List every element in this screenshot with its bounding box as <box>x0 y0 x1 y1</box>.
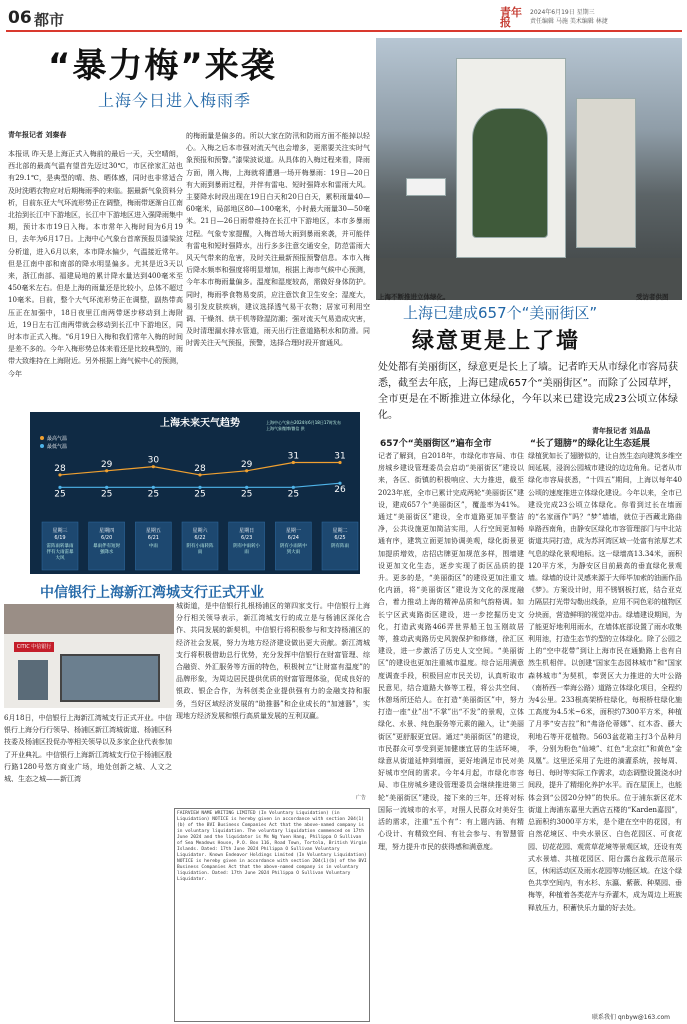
tick-label: 6/24 <box>287 535 299 541</box>
issue-meta <box>530 8 608 26</box>
story1-subhead: 上海今日进入梅雨季 <box>98 91 252 110</box>
story1-byline: 青年报记者 刘秦春 <box>8 131 67 139</box>
data-label: 28 <box>54 463 66 474</box>
photo-caption: 上海不断推进立体绿化。 <box>378 293 450 301</box>
day-weather: 中雨 <box>148 544 158 549</box>
story2-lede: 处处都有美丽街区，绿意更是长上了墙。记者昨天从市绿化市容局获悉，截至去年底，上海已建成657个“美丽街区”。而除了公园草坪，全市更是在不断推进立体绿化，今年以来已建设完成23公顷立体绿化。 <box>378 362 678 421</box>
day-weather: 暴雨伴有短时 <box>93 544 121 549</box>
legend-high: 最高气温 <box>47 436 68 442</box>
data-label: 25 <box>240 489 253 500</box>
tick-label: 6/25 <box>334 535 346 541</box>
footer-contact: 联系我们 qnbyw@163.com <box>592 1014 670 1021</box>
green-wall-mural <box>472 108 548 238</box>
day-name: 星期二 <box>332 528 348 534</box>
day-weather: 阴有小雨转阵 <box>186 544 214 549</box>
chart-source: 上海中心气象台2024年6月18日17时发布 <box>266 420 341 425</box>
day-name: 星期三 <box>52 528 68 534</box>
data-label: 25 <box>100 489 113 500</box>
day-weather: 阴有阵雨 <box>331 544 349 549</box>
day-weather: 雷阵雨转暴雨 <box>46 544 74 549</box>
bank-column-left: 6月18日，中信银行上海新江湾城支行正式开业。中信银行上海分行行领导、杨浦区新江湾城街道、杨浦区科技委及杨浦区投促办等相关领导以及多家企业代表参加了开业典礼。中信银行上海新江湾城支行位于杨浦区殷行路1280号悠方商业广场，地处创新之城、人文之城、生态之城——新江湾 <box>4 714 172 784</box>
story1-column-2: 的梅雨量是偏多的。所以大家在防汛和防雨方面不能掉以轻心。入梅之后本市强对流天气也会增多，更需要关注实时气象预报和预警。”漆梁波说道。从具体的入梅过程来看，降雨方面，刚入梅，上海就将遭遇一场开梅暴雨：19日—20日有大雨到暴雨过程，并伴有雷电、短时强降水和雷雨大风。主要降水时段出现在19日白天和20日白天，累积雨量40—60毫米，局部地区80—100毫米，小时最大雨量30—50毫米。21日—26日雨带维持在长江中下游地区，本市多暴雨过程。气象专家提醒，入梅首场大雨到暴雨来袭，并可能伴有雷电和短时强降水，出行多多注意交通安全，防范雷雨大风天气带来的危害，及时关注最新预报预警信息。本市入梅后降水频率和强度将明显增加，根据上海市气候中心预测，今年本市梅雨量偏多。温度和湿度较高，需做好身体防护。同时，梅雨季食物易变质，应注意饮食卫生安全；湿度大，易引发皮肤疾病，建议选择透气易干衣物；居家可利用空调、干燥剂、烘干机等除湿防潮；强对流天气易造成灾害，及时清理漏水排水管道，雨天出行注意道路积水和防滑。同时需关注天气预报，预警，选择合理时段开窗通风。 <box>186 132 370 348</box>
day-weather: 阴有小雨转中 <box>279 544 307 549</box>
chart-source-2: 上海气象微博/微信 供 <box>266 426 305 431</box>
day-name: 星期六 <box>192 528 208 534</box>
data-label: 28 <box>194 463 206 474</box>
bank-window <box>60 654 160 702</box>
section-name: 都市 <box>34 11 65 29</box>
tick-label: 6/21 <box>147 535 159 541</box>
data-label: 31 <box>287 451 300 462</box>
tick-label: 6/20 <box>101 535 113 541</box>
side-building <box>576 98 636 248</box>
bus <box>406 178 446 196</box>
day-name: 星期五 <box>145 528 161 534</box>
day-name: 星期一 <box>285 528 301 534</box>
day-name: 星期日 <box>239 528 255 534</box>
data-label: 29 <box>240 459 253 470</box>
data-label: 25 <box>194 489 206 500</box>
legal-notice: FAIRVIEW NAME WRITING LIMITED (In Voluntary Liquidation) (in Liquidation) NOTICE is hereby given in accordance with section 204(1)(b) of the BVI Business Companies Act that the above-named company is in voluntary liquidation. The voluntary liquidation commenced on 17th June 2024 and the liquidator is Ms Ng Yuen Hang, Philippa O Sullivan of Sea Meadows House, P.O. Box 116, Road Town, Tortola, British Virgin Islands. Dated: 17th June 2024 Philippa O Sullivan Voluntary Liquidator. Known Endeavor Holdings Limited (In Voluntary Liquidation) NOTICE is hereby given in accordance with section 204(1)(b) of the BVI Business Companies Act that the above-named company is in voluntary liquidation. Dated: 17th June 2024 Philippa O Sullivan Voluntary Liquidator. <box>174 808 370 1022</box>
story2-headline: 绿意更是上了墙 <box>412 329 581 354</box>
data-label: 25 <box>287 489 300 500</box>
legend-high-marker <box>40 436 44 440</box>
bank-photo <box>4 604 174 708</box>
data-label: 29 <box>100 459 113 470</box>
page-number: 06 <box>8 8 32 28</box>
bank-column-right: 城街道，是中信银行扎根杨浦区的第四家支行。中信银行上海分行相关领导表示，新江湾城支行的成立是与杨浦区深化合作、共同发展的新契机，中信银行将积极参与和支持杨浦区的经济社会发展，努力为地方经济建设做出更大贡献。新江湾城支行将积极借助总行优势，充分发挥中信银行在财富管理、综合融资、外汇服务等方面的特色，积极树立“让财富有温度”的品牌形象，为周边居民提供优质的财富管理体验，促成良好的银政、银企合作，为科创类企业提供强有力的金融支持和服务，当好区域经济发展的“助推器”和企业成长的“加速器”，实现地方经济发展和银行高质量发展的互利双赢。 <box>176 602 370 720</box>
chart-title: 上海未来天气趋势 <box>160 418 240 429</box>
day-weather: 大风 <box>55 556 65 561</box>
story2-column-1: 记者了解到，自2018年，市绿化市容局、市住房城乡建设管理委员会启动“美丽街区”建设以来，各区、街镇的积极响应、大力推进，截至2023年底，全市已累计完成两轮“美丽街区”建设，建成657个“美丽街区”，覆盖率为41%。通过“美丽街区”建设，全市道路更加平整洁净，公共设施更加简洁实用，人行空间更加畅通有序，建筑立面更加协调美观，绿化街景更加提质增效，店招店牌更加规范多样，围墙建设更加文化生态，逐步实现了街区品质的提升。更多的是，“美丽街区”的建设更加注重文化内涵，将“美丽街区”建设为文化的深度融合，着力推动上海的精神品质和气韵格调。如长宁区武夷路街区建设，进一步挖掘历史文化，打造武夷路466弄世界船王包玉刚故居等，推动武夷路历史风貌保护和修缮，徐汇区建设，进一步激活了历史人文空间。“美丽街区”的建设也更加注重城市温度。综合运用满意度调查手段，积极回应市民关切，认真听取市民意见，结合道路大修等工程，将公共空间、休憩场所还给人。在打造“美丽街区”中，努力打造一座“业”出“不掌”出“不发”的景观，立体绿化、水景、纯色服务等元素的融入，让“美丽街区”更舒服更宜居。通过“美丽街区”的建设，市民群众可享受到更加健康宜居的生活环境，绿意从街道延伸到墙面，更好地满足市民对美好城市空间的需求。今年4月起，市绿化市容局、市住房城乡建设管理委员会继续推进第三轮“美丽街区”建设，接下来的三年，还将对标国际一流城市的水平，对照人民群众对美好生活的需求，注重“五个有”：有上题内涵、有精心设计、有精致空间、有社会参与、有智慧管理，努力提升市民的获得感和满意度。 <box>378 452 524 851</box>
building-upper <box>4 604 174 634</box>
story1-column-1: 本报讯 昨天是上海正式入梅前的最后一天，天空晴朗，西北部的最高气温有望首先迈过30℃，市区徐家汇站也有29.1℃，是典型的晴、热、晒体感，同时也非常适合及时洗晒衣物应对后期梅雨季的来临。据最新气象资料分析，目前东亚大气环流形势正在调整，梅雨带逐渐自江南北抬到长江中下游地区，长江中下游地区进入强降雨集中期，预计本市19日入梅。本市常年入梅时间为6月19日，去年为6月17日。上海中心气象台首席预报员漆梁波分析道，进入6月以来，本市降水偏少，气温接近常年。但是江南中部和南部的降水明显偏多。尤其是近3天以来，浙江南部、福建局地的累计降水量达到400毫米至450毫米左右。但是上海的雨量还是比较小，总体不超过10毫米。目前，整个大气环流形势正在调整，副热带高压正在加强中，18日夜里江南两带逐步移动到上海附近，19日左右江南两带就会移动到长江中下游地区，同时本市正式入梅。“6月19日入梅和我们常年入梅的时间是差不多的。今年入梅形势总体来看还是比较典型的，雨带大致维持在上海附近。另外根据上海气候中心的预测，今年 <box>8 150 183 378</box>
ad-tag: 广告 <box>356 795 367 801</box>
tick-label: 6/19 <box>54 535 66 541</box>
weather-chart <box>30 412 360 574</box>
tick-label: 6/22 <box>194 535 206 541</box>
day-weather: 伴有大雨雷暴 <box>46 550 74 555</box>
day-weather: 雨 <box>197 550 203 555</box>
story2-subhead-2: “长了翅膀”的绿化让生态延展 <box>530 439 650 449</box>
issue-date: 2024年6月19日 星期三 <box>530 9 595 16</box>
weather-chart-svg <box>30 412 360 574</box>
header-rule <box>6 30 682 32</box>
day-weather: 到大雨 <box>286 550 301 555</box>
legend-low: 最低气温 <box>47 444 68 450</box>
tick-label: 6/23 <box>241 535 253 541</box>
story2-title: 上海已建成657个“美丽街区” <box>403 304 598 322</box>
day-weather: 雨 <box>244 550 249 555</box>
data-label: 25 <box>54 489 66 500</box>
story1-headline: “暴力梅”来袭 <box>48 46 277 86</box>
data-label: 30 <box>147 455 160 466</box>
day-weather: 强降水 <box>99 550 114 555</box>
day-name: 星期四 <box>99 528 115 534</box>
bank-story-title: 中信银行上海新江湾城支行正式开业 <box>40 585 264 601</box>
data-label: 26 <box>334 485 346 496</box>
data-label: 25 <box>147 489 160 500</box>
data-label: 31 <box>334 451 346 462</box>
newspaper-logo: 青年报 <box>500 6 522 29</box>
bank-door <box>18 660 48 700</box>
legend-low-marker <box>40 444 44 448</box>
bank-sign: CITIC 中信银行 <box>14 642 54 652</box>
photo-credit: 受访者供图 <box>636 293 669 301</box>
story2-column-2: 绿植犹如长了翅膀似的，让自然生态向建筑多维空间延展，浸润公园城市建设的边边角角。记者从市绿化市容局获悉，“十四五”期间，上海以每年40公顷的速度推进立体绿化建设。今年以来，全市已建设完成23公顷立体绿化。你看到过长在墙面的“名家画作”吗？“梦”墙墙，就位于西藏北路曲阜路西南角，由静安区绿化市容管理部门与中北站街道共同打造，成为苏河湾区域一处富有浓厚艺术气息的绿化景观地标。这一绿墙高13.34米，面积120平方米，为静安区目前最高的垂直绿化景观墙。绿墙的设计灵感来源于大师毕加索的油画作品《梦》。方案设计时，用不锈钢板打底，结合亚克力隔层打光带勾勒出线条，应用不同色彩的植物区分块面，营造鲜明的视觉冲击。绿墙建设期间，为了能更好地利用雨水，在墙体底部设置了雨水收集利用池，打造生态节约型的立体绿化。除了公园之上的“空中花带”到让上海市民在通勤路上也有自然生机相伴。以创建“国家生态园林城市”和“国家森林城市”为契机，奉贤区大力推进的大叶公路（南桥西一奉海公路）道路立体绿化项目，全程约为4公里。233根高架桥柱绿化，每根桥柱绿化施工高度为4.5米~6米，面积约7300平方米，种植了月季“安吉拉”和“弗洛伦蒂娜”、红木香、藤大利地石等开花植物。5603盆花箱主打3个品种月季，分别为粉色“仙境”、红色“北京红”和黄色“金凤凰”。这里还采用了先进的滴灌系统，按每周、每日、每时等实际工作需求，动态调整设置浇水时间段，提升了精细化养护水平。而在屋顶上，也能体会到“公园20分钟”的快乐。位于浦东新区花木街道上海浦东嘉里大酒店五楼的“Karden嘉园”，总面积约3000平方米，是个建在空中的花园，有自然花境区、中央水景区、白色花园区、可食花园、切花花园、观赏草花境等景观区域，还设有英式水景墙、共植花园区、阳台露台盆栽示范展示区，休闲活动区及雨水花园等功能区域。在这个绿色共享空间内，有水杉、东瀛、紫薇、种栗园、垂梅等，种植着各类花卉与乔灌木，成为周边上班族释放压力，积蓄快乐力量的好去处。 <box>528 452 682 912</box>
day-weather: 阴有中雨转小 <box>233 544 261 549</box>
story2-subhead-1: 657个“美丽街区”遍布全市 <box>380 439 492 449</box>
story2-byline: 青年报记者 刘晶晶 <box>592 427 651 435</box>
green-wall-photo <box>376 38 682 300</box>
editors: 责任编辑 马施 美术编辑 林捷 <box>530 18 608 25</box>
